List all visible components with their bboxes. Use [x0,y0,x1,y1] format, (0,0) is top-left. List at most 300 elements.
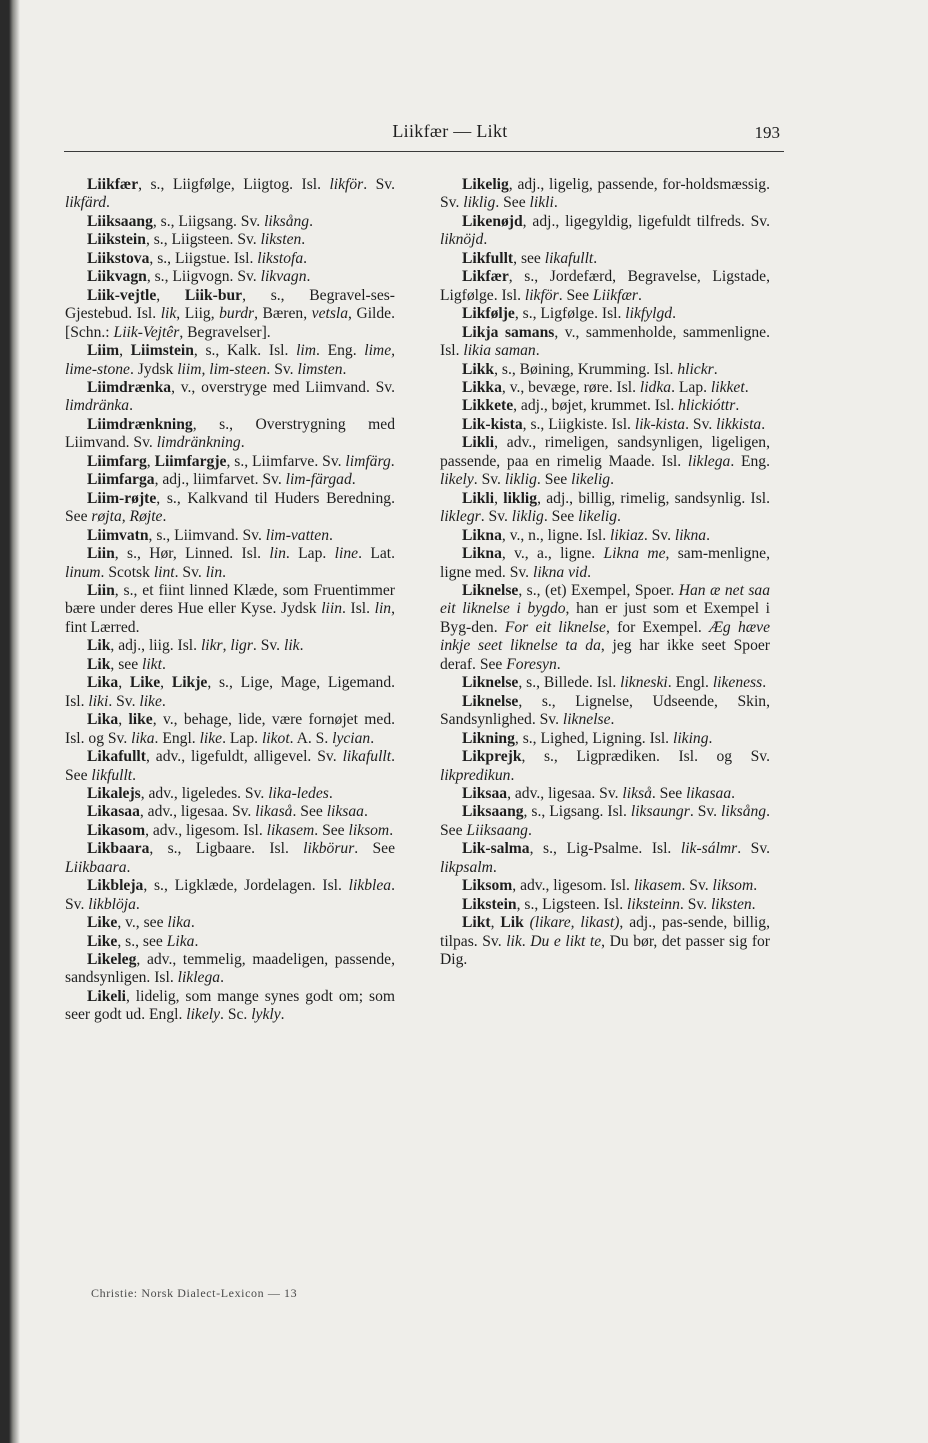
italic-form: likpsalm [440,858,493,876]
dictionary-entry [440,840,770,877]
italic-form: likafullt [544,249,594,267]
entry-text: , adj., pas-sende, billig, tilpas. Sv. [440,914,770,950]
headword: Lik [87,655,111,673]
italic-form: likbörur [303,840,355,858]
entry-text: . [637,286,642,304]
italic-form: likna vid [532,563,588,581]
headword: Like [87,932,118,950]
entry-text: . [706,526,710,544]
headword: Likeli [87,987,126,1005]
headword: Likenøjd [462,212,523,230]
headword: Liimdrænka [87,378,172,396]
dictionary-entry [65,748,395,785]
headword: Likasaa [87,803,140,821]
entry-text: . [556,655,561,673]
italic-form: liklega [177,969,221,987]
entry-text: , fint Lærred. [65,600,395,636]
italic-form: likfärd [65,194,107,212]
entry-text: . Sv. [266,360,298,378]
entry-text: , s., Lignelse, Udseende, Skin, Sandsynlighed. Sv. [440,692,770,729]
entry-text: . [731,784,736,802]
italic-form: likeness [712,674,763,692]
headword: Liimstein [130,342,194,360]
entry-text: . [309,212,314,230]
italic-form: likr [200,637,223,655]
italic-form: likasem [633,877,682,895]
dictionary-entry [440,361,770,379]
dictionary-entry [65,877,395,914]
italic-form: likely [186,1006,221,1024]
entry-text: . [593,249,598,267]
headword: Liknelse [462,674,519,692]
entry-text: . [610,711,615,729]
entry-text: , v., n., ligne. Isl. [501,526,611,544]
entry-text: . [761,415,766,433]
headword: Liikfær [87,176,139,193]
entry-text: . [351,471,356,489]
italic-form: lint [153,563,175,581]
italic-form: liknöjd [440,231,484,249]
entry-text: . Jydsk [129,360,178,378]
entry-text: . [587,563,592,581]
entry-text: , adv., ligesom. Isl. [512,877,634,895]
entry-text: , adv., ligefuldt, alligevel. Sv. [145,748,343,766]
italic-form: røjta, Røjte [91,508,163,526]
entry-text: , adj., billig, rimelig, sandsynlig. Isl. [537,489,770,507]
entry-text: . Engl. [667,674,713,692]
header-rule [64,151,784,152]
dictionary-entry [440,305,770,323]
headword: Lik [87,637,111,655]
headword: like [128,711,153,729]
dictionary-entry [440,490,770,527]
entry-text: , lidelig, som mange synes godt om; som seer godt ud. Engl. [65,987,395,1024]
left-column [65,176,395,1025]
dictionary-entry [65,342,395,379]
entry-text: , s., Lig-Psalme. Isl. [529,840,681,858]
headword: Likprejk [462,748,522,766]
headword: Likli [462,489,495,507]
italic-form: liksång [264,212,310,230]
entry-text: . [306,268,311,286]
entry-text: . Sv. [689,803,722,821]
headword: Likstein [462,895,517,913]
headword: Liik-vejtle [87,286,157,304]
entry-text: . Lap. [222,729,262,747]
entry-text: , s., Ligbaare. Isl. [149,840,304,858]
italic-form: likvagn [260,268,307,286]
entry-text: . [190,914,195,932]
entry-text: , adv., temmelig, maadeligen, passende, sandsynligen. Isl. [65,951,395,987]
dictionary-entry [440,268,770,305]
headword: Likning [462,729,515,747]
headword: liklig [503,489,538,507]
entry-text: . See [440,803,770,839]
italic-form: liksaa [326,803,364,821]
page-number: 193 [754,123,780,142]
headword: Liik-bur [184,286,243,304]
entry-text: , adv., ligesaa. Sv. [139,803,256,821]
entry-text: . Sv. [473,471,505,489]
italic-form: liklig [511,508,544,526]
entry-text: , s., (et) Exempel, Spoer. [518,581,679,599]
italic-form: lim-vatten [265,526,329,544]
entry-text: . See [651,784,687,802]
italic-form: likfylgd [625,305,673,323]
entry-text: . [106,194,110,212]
dictionary-entry [440,803,770,840]
italic-form: Han æ net saa eit liknelse i bygdo [440,581,771,618]
italic-form: likelig [571,471,611,489]
dictionary-entry [440,674,770,692]
italic-form: likstofa [257,249,304,267]
headword: Liikstein [87,231,146,249]
dictionary-entry [65,674,395,711]
italic-form: lin [205,563,223,581]
entry-text: , v., bevæge, røre. Isl. [501,378,640,396]
headword: Like [87,914,118,932]
dictionary-entry [440,582,770,674]
entry-text: . Sv. [480,508,512,526]
headword: Likeleg [87,951,137,969]
entry-text: , adv., ligeledes. Sv. [140,784,269,802]
headword: Liikvagn [87,268,147,286]
italic-form: likot [261,729,290,747]
italic-form: likia saman [463,342,536,360]
entry-text: . [751,895,756,913]
italic-form: likafullt [342,748,392,766]
entry-text: . Sc. [220,1006,252,1024]
dictionary-entry [65,840,395,877]
italic-form: liksteinn [627,895,680,913]
entry-text: , s., see [117,932,167,950]
entry-text: , s., Liimvand. Sv. [148,526,266,544]
headword: Likafullt [87,748,146,766]
dictionary-entry [65,803,395,821]
dictionary-entry [440,896,770,914]
dictionary-entry [65,933,395,951]
entry-text: . Sv. [363,176,395,193]
italic-form: likfullt [91,766,133,784]
entry-text: . [744,378,749,396]
scan-page-edge [0,0,20,1443]
dictionary-entry [440,176,770,213]
italic-form: likna [674,526,707,544]
entry-text: . [762,674,767,692]
entry-text: . [753,877,758,895]
italic-form: line [334,545,359,563]
entry-text: , s., Overstrygning med Liimvand. Sv. [65,415,395,452]
entry-text: . Lat. [358,545,396,563]
headword: Liksaa [462,784,508,802]
entry-text: , s., Liigfølge, Liigtog. Isl. [138,176,330,193]
dictionary-entry [65,711,395,748]
headword: Liimdrænkning [87,415,193,433]
entry-text: . [370,729,375,747]
italic-form: Æg hæve inkje seet liknelse ta da [440,618,771,655]
italic-form: Liiksaang [466,821,528,839]
entry-text: . Sv. [737,840,770,858]
entry-text: . [735,397,740,415]
headword: Liiksaang [87,212,153,230]
entry-text: , see [110,655,143,673]
entry-text: , s., et fiint linned Klæde, som Fruentimmer bære under deres Hue eller Kyse. Jydsk [65,581,395,618]
italic-form: lika [167,914,191,932]
entry-text: , [494,489,504,507]
entry-text: . Eng. [730,452,770,470]
italic-form: likkista [716,415,762,433]
dictionary-entry [65,287,395,342]
headword: Liikstova [87,249,150,267]
entry-text: . [303,249,308,267]
entry-text: . [527,821,532,839]
entry-text: . [299,637,304,655]
italic-form: hlickr [677,360,714,378]
entry-text: , sam-menligne, ligne med. Sv. [440,545,770,581]
entry-text: . [708,729,713,747]
entry-text: . [135,895,140,913]
entry-text: . [535,342,540,360]
italic-form: likely [440,471,474,489]
headword: Likna [462,545,502,563]
headword: Lika [87,674,119,692]
entry-text: , s., Lige, Mage, Ligemand. Isl. [65,674,396,710]
italic-form: likför [329,176,364,193]
dictionary-entry [440,213,770,250]
entry-text: , adv., rimeligen, sandsynligen, ligeligen, passende, paa en rimelig Maade. Isl. [440,434,770,470]
entry-text: , Liig, [176,305,220,323]
dictionary-entry [65,785,395,803]
entry-text: , s., Bøining, Krumming. Isl. [494,360,678,378]
headword: Likka [462,378,502,396]
entry-text: . See [495,194,530,212]
entry-text: , adj., liimfarvet. Sv. [154,471,286,489]
entry-text: , v., behage, lide, være fornøjet med. Isl. og Sv. [65,711,396,747]
italic-form: liki [88,692,109,710]
entry-text: , adv., ligesom. Isl. [145,821,267,839]
italic-form: likasem [266,821,315,839]
headword: Likk [462,360,495,378]
italic-form: likasaa [686,784,732,802]
entry-text: . Isl. [342,600,375,618]
headword: Lik-kista [462,415,523,433]
entry-text: . Sv. [252,637,284,655]
entry-text: , s., Billede. Isl. [518,674,621,692]
entry-text: , [490,914,501,932]
italic-form: liksaungr [630,803,690,821]
italic-form: lin [374,600,392,618]
italic-form: (likare, likast) [529,914,620,932]
headword: Likt [462,914,491,932]
entry-text: . [329,526,333,544]
headword: Liksom [462,877,513,895]
entry-text: . [553,194,558,212]
dictionary-entry [65,416,395,453]
headword: Like [129,674,161,692]
italic-form: likneski [620,674,668,692]
headword: Liimfargje [154,452,227,470]
dictionary-entry [65,822,395,840]
right-column [440,176,770,969]
entry-text: , s., Kalkvand til Huders Beredning. See [65,489,395,526]
headword: Likasom [87,821,146,839]
entry-text: . [280,1006,285,1024]
italic-form: Liikfær [592,286,638,304]
italic-form: like [139,692,162,710]
entry-text: . [363,803,368,821]
italic-form: lik [283,637,300,655]
entry-text: . See [558,286,593,304]
italic-form: likblea [348,877,392,895]
italic-form: liksten [710,895,752,913]
dictionary-entry [440,748,770,785]
dictionary-entry [440,785,770,803]
entry-text: , jeg har ikke seet Spoer deraf. See [440,637,770,673]
headword: Likje [171,674,208,692]
entry-text: , s., Begravel-ses-Gjestebud. Isl. [65,286,396,323]
italic-form: Liik-Vejtêr [113,323,180,341]
entry-text: . Eng. [316,342,365,360]
entry-text: , s., Jordefærd, Begravelse, Ligstade, Ligfølge. Isl. [440,268,770,304]
dictionary-entry [65,656,395,674]
entry-text: . [672,305,676,323]
italic-form: liksom [348,821,390,839]
headword: Likfær [462,268,509,286]
dictionary-entry [440,324,770,361]
entry-text: . [521,932,531,950]
entry-text: , v., sammenholde, sammenligne. Isl. [440,323,771,360]
entry-text: , adj., liig. Isl. [110,637,201,655]
entry-text: . Engl. [154,729,200,747]
italic-form: liklig [463,194,496,212]
dictionary-entry [65,490,395,527]
entry-text: , han er just som et Exempel i Byg-den. [440,600,770,636]
dictionary-entry [65,453,395,471]
entry-text: , [118,674,130,692]
entry-text: , see [513,249,545,267]
entry-text: . Scotsk [100,563,154,581]
italic-form: burdr [219,305,255,323]
footer-signature: Christie: Norsk Dialect-Lexicon — 13 [91,1286,298,1300]
entry-text: , s., Hør, Linned. Isl. [114,545,270,563]
italic-form: liklegr [440,508,481,526]
italic-form: limdränkning [156,434,241,452]
dictionary-entry [65,213,395,231]
entry-text: , adv., ligesaa. Sv. [507,784,623,802]
headword: Likelig [462,176,509,193]
entry-text: , s., Liigstue. Isl. [149,249,258,267]
entry-text: . Sv. [65,877,395,913]
italic-form: Foresyn [506,655,557,673]
headword: Likja samans [462,323,555,341]
dictionary-entry [440,397,770,415]
italic-form: lik [160,305,177,323]
headword: Likli [462,434,495,452]
entry-text: . See [536,471,572,489]
entry-text: . See [543,508,579,526]
entry-text: . Lap. [285,545,335,563]
italic-form: lykly [251,1006,281,1024]
entry-text: . [390,452,395,470]
dictionary-entry [65,268,395,286]
entry-text: . [483,231,488,249]
headword: Liin [87,581,115,599]
italic-form: Lika [166,932,195,950]
italic-form: lin [269,545,286,563]
italic-form: likpredikun [440,766,511,784]
headword: Liimfarga [87,471,155,489]
dictionary-entry [440,730,770,748]
entry-text: , s., Ligfølge. Isl. [514,305,626,323]
entry-text: , [156,286,185,304]
headword: Lik-salma [462,840,530,858]
entry-text: . [240,434,245,452]
entry-text: . [126,858,131,876]
headword: Likbaara [87,840,150,858]
italic-form: liim, lim-steen [177,360,267,378]
italic-form: lik-kista [634,415,686,433]
entry-text: . [328,784,333,802]
entry-text: . Sv. [681,877,713,895]
italic-form: liksång [721,803,767,821]
entry-text: . [129,397,134,415]
italic-form: limfärg [345,452,391,470]
italic-form: limsten [297,360,343,378]
headword: Lik [500,914,524,932]
entry-text: , s., Lighed, Ligning. Isl. [514,729,673,747]
italic-form: ligr [230,637,253,655]
italic-form: likblöja [88,895,136,913]
italic-form: lik-sálmr [680,840,738,858]
dictionary-entry [440,250,770,268]
italic-form: lim [296,342,316,360]
dictionary-entry [65,637,395,655]
entry-text: . [161,692,166,710]
entry-text: . See [292,803,327,821]
entry-text: . [617,508,621,526]
entry-text: , Du bør, det passer sig for Dig. [440,932,770,969]
headword: Lika [87,711,119,729]
dictionary-entry [440,379,770,397]
italic-form: likiaz [610,526,644,544]
italic-form: likli [529,194,554,212]
entry-text: , v., overstryge med Liimvand. Sv. [171,378,395,396]
dictionary-entry [440,434,770,489]
entry-text: . [194,932,199,950]
headword: Likalejs [87,784,141,802]
headword: Likfullt [462,249,514,267]
entry-text: , Bæren, [254,305,312,323]
italic-form: Du e likt te [530,932,602,950]
dictionary-entry [65,471,395,489]
dictionary-entry [440,545,770,582]
italic-form: lim-färgad [285,471,352,489]
entry-text: . [510,766,515,784]
entry-text: . Sv. [174,563,206,581]
italic-form: Likna me [603,545,666,563]
headword: Liknelse [462,581,519,599]
dictionary-entry [65,582,395,637]
entry-text: . [161,655,166,673]
dictionary-entry [440,877,770,895]
italic-form: likelig [578,508,618,526]
entry-text: . See [65,748,395,784]
italic-form: hlickióttr [678,397,736,415]
dictionary-entry [65,231,395,249]
dictionary-entry [65,545,395,582]
entry-text: . Sv. [643,526,675,544]
entry-text: . [301,231,306,249]
